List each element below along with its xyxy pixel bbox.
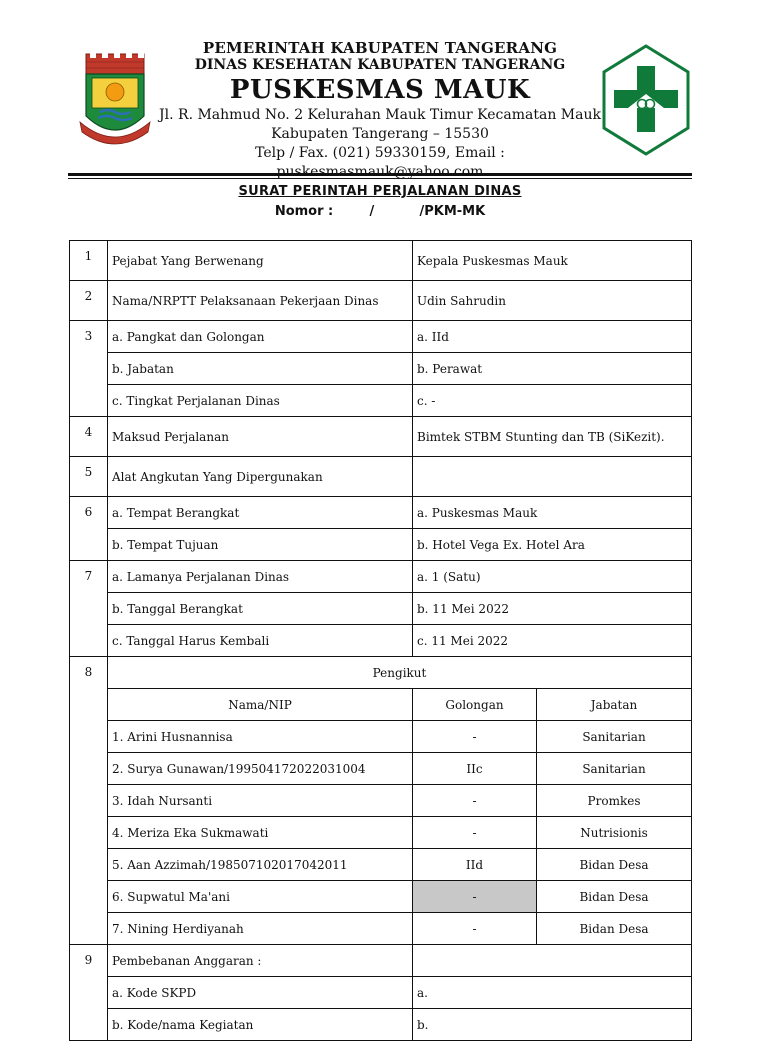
row-number: 1 [70, 241, 108, 281]
row-label: Nama/NRPTT Pelaksanaan Pekerjaan Dinas [108, 281, 413, 321]
letterhead-text [150, 40, 610, 182]
table-row [70, 457, 692, 497]
column-header-jabatan: Jabatan [537, 689, 692, 721]
table-row [70, 625, 692, 657]
follower-golongan: IIc [413, 753, 537, 785]
table-row [70, 849, 692, 881]
row-number: 6 [70, 497, 108, 561]
follower-name: 1. Arini Husnannisa [108, 721, 413, 753]
table-row [70, 945, 692, 977]
contact-line: Telp / Fax. (021) 59330159, Email : puskesmasmauk@yahoo.com [255, 145, 505, 180]
follower-jabatan: Bidan Desa [537, 849, 692, 881]
table-row [70, 881, 692, 913]
row-value: b. 11 Mei 2022 [413, 593, 692, 625]
table-row [70, 417, 692, 457]
row-label: Pembebanan Anggaran : [108, 945, 413, 977]
table-row [70, 657, 692, 689]
row-label: a. Lamanya Perjalanan Dinas [108, 561, 413, 593]
row-value: c. - [413, 385, 692, 417]
row-number: 7 [70, 561, 108, 657]
row-number: 9 [70, 945, 108, 1041]
table-row [70, 817, 692, 849]
follower-golongan: - [413, 881, 537, 913]
table-row [70, 721, 692, 753]
row-label: a. Kode SKPD [108, 977, 413, 1009]
table-row [70, 913, 692, 945]
row-label: b. Tanggal Berangkat [108, 593, 413, 625]
follower-golongan: - [413, 721, 537, 753]
follower-name: 5. Aan Azzimah/198507102017042011 [108, 849, 413, 881]
table-row [70, 593, 692, 625]
kabupaten-tangerang-emblem-icon [78, 52, 152, 146]
follower-jabatan: Sanitarian [537, 753, 692, 785]
letterhead-rule-thick [68, 173, 692, 176]
follower-jabatan: Bidan Desa [537, 913, 692, 945]
table-row [70, 561, 692, 593]
row-value: c. 11 Mei 2022 [413, 625, 692, 657]
row-value: a. [413, 977, 692, 1009]
row-value: b. [413, 1009, 692, 1041]
follower-jabatan: Promkes [537, 785, 692, 817]
follower-golongan: IId [413, 849, 537, 881]
row-label: Maksud Perjalanan [108, 417, 413, 457]
row-label: a. Tempat Berangkat [108, 497, 413, 529]
row-value: Kepala Puskesmas Mauk [413, 241, 692, 281]
follower-jabatan: Bidan Desa [537, 881, 692, 913]
row-label: b. Tempat Tujuan [108, 529, 413, 561]
pengikut-header: Pengikut [108, 657, 692, 689]
follower-name: 3. Idah Nursanti [108, 785, 413, 817]
row-label: Alat Angkutan Yang Dipergunakan [108, 457, 413, 497]
row-value [413, 457, 692, 497]
row-label: c. Tingkat Perjalanan Dinas [108, 385, 413, 417]
follower-golongan: - [413, 817, 537, 849]
follower-name: 6. Supwatul Ma'ani [108, 881, 413, 913]
row-value: a. 1 (Satu) [413, 561, 692, 593]
document-title: SURAT PERINTAH PERJALANAN DINAS [238, 184, 522, 199]
follower-golongan: - [413, 913, 537, 945]
letterhead [0, 0, 768, 180]
table-row [70, 977, 692, 1009]
address-line-2: Kabupaten Tangerang – 15530 [271, 126, 489, 142]
table-row [70, 281, 692, 321]
row-value: b. Hotel Vega Ex. Hotel Ara [413, 529, 692, 561]
row-number: 3 [70, 321, 108, 417]
table-row [70, 1009, 692, 1041]
follower-name: 2. Surya Gunawan/199504172022031004 [108, 753, 413, 785]
follower-jabatan: Sanitarian [537, 721, 692, 753]
row-value: a. Puskesmas Mauk [413, 497, 692, 529]
row-number: 4 [70, 417, 108, 457]
follower-name: 7. Nining Herdiyanah [108, 913, 413, 945]
table-row [70, 497, 692, 529]
government-name: PEMERINTAH KABUPATEN TANGERANG [202, 39, 558, 57]
puskesmas-name: PUSKESMAS MAUK [229, 75, 531, 105]
row-label: a. Pangkat dan Golongan [108, 321, 413, 353]
row-label: b. Kode/nama Kegiatan [108, 1009, 413, 1041]
table-row [70, 753, 692, 785]
address-line-1: Jl. R. Mahmud No. 2 Kelurahan Mauk Timur Kecamatan Mauk [159, 107, 601, 123]
row-label: c. Tanggal Harus Kembali [108, 625, 413, 657]
row-value: b. Perawat [413, 353, 692, 385]
department-name: DINAS KESEHATAN KABUPATEN TANGERANG [194, 57, 566, 73]
table-row [70, 321, 692, 353]
letterhead-rule-thin [68, 178, 692, 179]
table-row [70, 785, 692, 817]
row-value [413, 945, 692, 977]
table-row [70, 385, 692, 417]
follower-name: 4. Meriza Eka Sukmawati [108, 817, 413, 849]
column-header-name: Nama/NIP [108, 689, 413, 721]
row-label: Pejabat Yang Berwenang [108, 241, 413, 281]
row-label: b. Jabatan [108, 353, 413, 385]
sppd-table [69, 240, 692, 1041]
column-header-golongan: Golongan [413, 689, 537, 721]
table-row [70, 353, 692, 385]
table-row [70, 241, 692, 281]
puskesmas-logo-icon [602, 44, 690, 156]
row-number: 5 [70, 457, 108, 497]
follower-jabatan: Nutrisionis [537, 817, 692, 849]
document-number: Nomor : / /PKM-MK [274, 204, 486, 219]
row-value: Udin Sahrudin [413, 281, 692, 321]
table-row [70, 529, 692, 561]
row-value: Bimtek STBM Stunting dan TB (SiKezit). [413, 417, 692, 457]
row-value: a. IId [413, 321, 692, 353]
row-number: 8 [70, 657, 108, 945]
row-number: 2 [70, 281, 108, 321]
follower-golongan: - [413, 785, 537, 817]
table-row [70, 689, 692, 721]
